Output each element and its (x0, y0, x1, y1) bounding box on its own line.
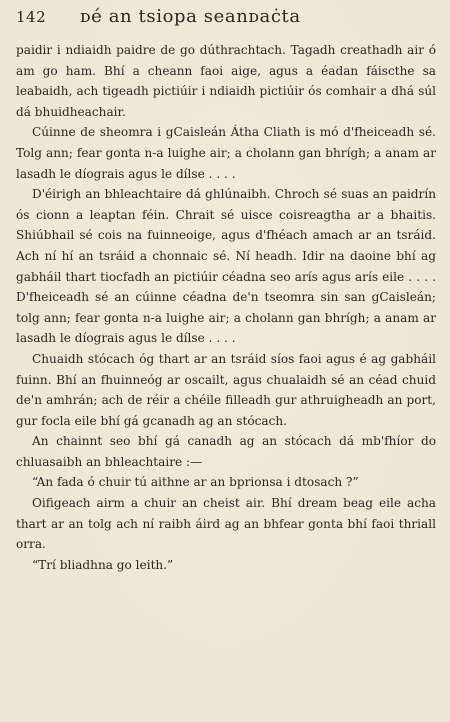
page-header (16, 6, 436, 36)
paragraph: An chainnt seo bhí gá canadh ag an stócach dá mb'fhíor do chluasaibh an bhleachtaire :— (16, 434, 436, 469)
paragraph: paidir i ndiaidh paidre de go dúthrachtach. Tagadh creathadh air ó am go ham. Bhí a cheann faoi aige, agus a éadan fáiscthe sa leabaidh, ach tigeadh pictiúir i ndiaidh pictiúir ós comhair a dhá súl dá bhuidheachair. (16, 43, 436, 119)
quoted-line: “Trí bliadhna go leith.” (32, 557, 174, 572)
running-title: ᴅé an tsiopa seanᴅaċta (80, 6, 301, 27)
quoted-line: “An fada ó chuir tú aithne ar an bprionsa i dtosach ?” (32, 475, 359, 490)
paragraph: Cúinne de sheomra i gCaisleán Átha Cliath is mó d'fheiceadh sé. Tolg ann; fear gonta n-a luighe air; a cholann gan bhrígh; a anam ar lasadh le díograis agus le dílse . . . . (16, 125, 436, 181)
page-number: 142 (16, 8, 47, 26)
body-text (16, 40, 436, 575)
paragraph: D'éirigh an bhleachtaire dá ghlúnaibh. Chroch sé suas an paidrín ós cionn a leaptan féin. Chrait sé uisce coisreagtha ar a bhaitis. Shiúbhail sé cois na fuinneoige, agus d'fhéach amach ar an tsráid. Ach ní hí an tsráid a chonnaic sé. Ní headh. Idir na daoine bhí ag gabháil thart tiocfadh an pictiúir céadna seo arís agus arís eile . . . . D'fheiceadh sé an cúinne céadna de'n tseomra sin san gCaisleán; tolg ann; fear gonta n-a luighe air; a cholann gan bhrígh; a anam ar lasadh le díograis agus le dílse . . . . (16, 187, 436, 346)
paragraph: Chuaidh stócach óg thart ar an tsráid síos faoi agus é ag gabháil fuinn. Bhí an fhuinneóg ar oscailt, agus chualaidh sé an céad chuid de'n amhrán; ach de réir a chéile filleadh gur athruigheadh an port, gur focla eile bhí gá gcanadh ag an stócach. (16, 351, 436, 428)
paragraph: Oifigeach airm a chuir an cheist air. Bhí dream beag eile acha thart ar an tolg ach ní raibh áird ag an bhfear gonta bhí faoi thriall orra. (16, 496, 436, 552)
